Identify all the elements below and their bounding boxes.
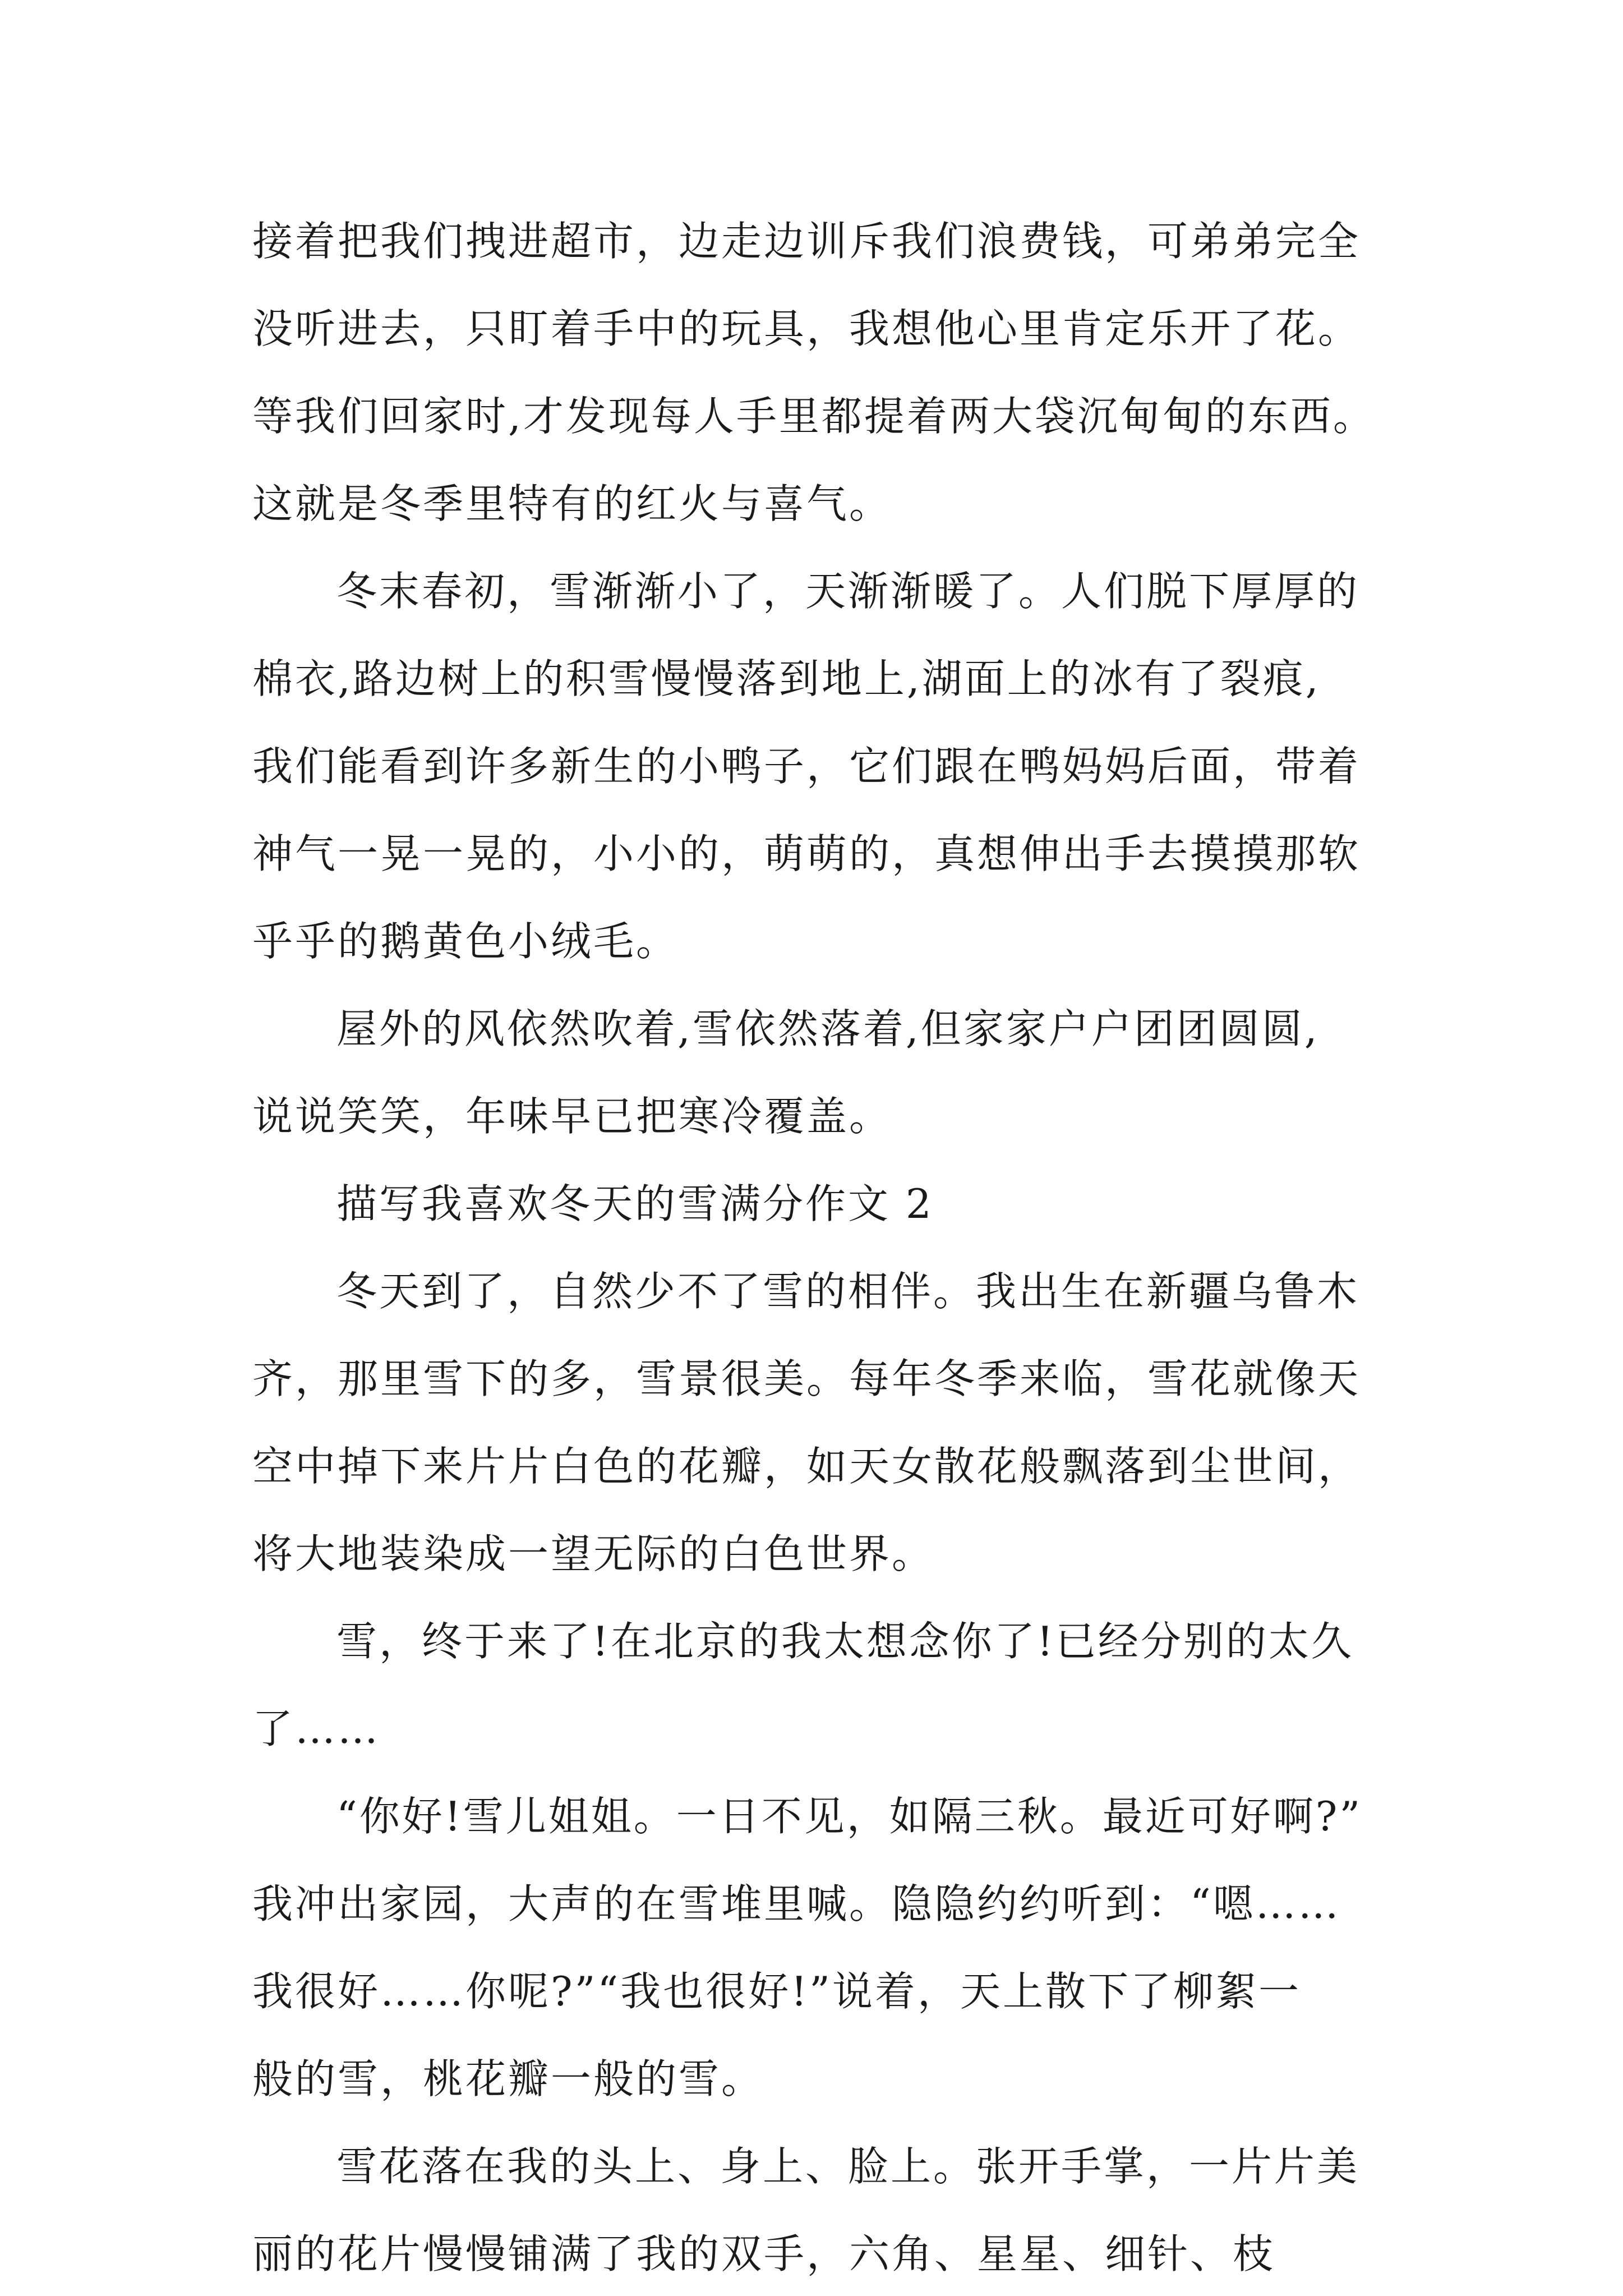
text-line: 空中掉下来片片白色的花瓣，如天女散花般飘落到尘世间， — [252, 1443, 1361, 1490]
paragraph-start-line: 冬末春初，雪渐渐小了，天渐渐暖了。人们脱下厚厚的 — [336, 568, 1360, 615]
text-line: 我们能看到许多新生的小鸭子，它们跟在鸭妈妈后面，带着 — [252, 743, 1361, 790]
text-line: 乎乎的鹅黄色小绒毛。 — [252, 918, 679, 965]
text-line: 接着把我们拽进超市，边走边训斥我们浪费钱，可弟弟完全 — [252, 218, 1361, 265]
section-title: 描写我喜欢冬天的雪满分作文 2 — [336, 1180, 934, 1227]
paragraph-start-line: 冬天到了，自然少不了雪的相伴。我出生在新疆乌鲁木 — [336, 1268, 1360, 1315]
text-line: 没听进去，只盯着手中的玩具，我想他心里肯定乐开了花。 — [252, 305, 1361, 352]
text-line: 这就是冬季里特有的红火与喜气。 — [252, 480, 892, 527]
paragraph-start-line: 屋外的风依然吹着,雪依然落着,但家家户户团团圆圆, — [336, 1005, 1320, 1052]
text-line: 丽的花片慢慢铺满了我的双手，六角、星星、细针、枝 — [252, 2230, 1276, 2277]
paragraph-start-line: 雪，终于来了!在北京的我太想念你了!已经分别的太久 — [336, 1618, 1354, 1665]
text-line: 说说笑笑，年味早已把寒冷覆盖。 — [252, 1093, 892, 1140]
text-line: 了…… — [252, 1705, 381, 1752]
paragraph-start-line: “你好!雪儿姐姐。一日不见，如隔三秋。最近可好啊?” — [336, 1793, 1363, 1840]
text-line: 齐，那里雪下的多，雪景很美。每年冬季来临，雪花就像天 — [252, 1355, 1361, 1402]
text-line: 我很好……你呢?”“我也很好!”说着，天上散下了柳絮一 — [252, 1968, 1301, 2015]
paragraph-start-line: 雪花落在我的头上、身上、脸上。张开手掌，一片片美 — [336, 2143, 1360, 2190]
text-line: 般的雪，桃花瓣一般的雪。 — [252, 2055, 764, 2102]
text-line: 等我们回家时,才发现每人手里都提着两大袋沉甸甸的东西。 — [252, 393, 1376, 440]
text-line: 棉衣,路边树上的积雪慢慢落到地上,湖面上的冰有了裂痕, — [252, 655, 1321, 702]
text-line: 我冲出家园，大声的在雪堆里喊。隐隐约约听到：“嗯…… — [252, 1880, 1341, 1927]
text-line: 神气一晃一晃的，小小的，萌萌的，真想伸出手去摸摸那软 — [252, 830, 1361, 877]
text-line: 将大地装染成一望无际的白色世界。 — [252, 1530, 935, 1577]
